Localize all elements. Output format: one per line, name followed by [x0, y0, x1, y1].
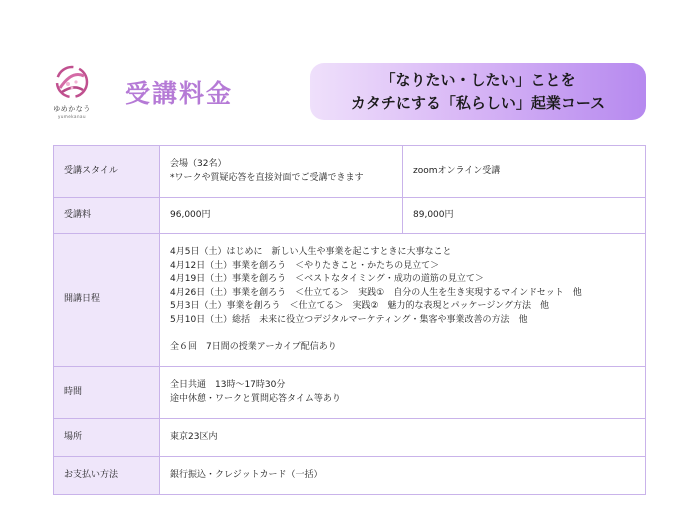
schedule-item: 5月10日（土）総括 未来に役立つデジタルマーケティング・集客や事業改善の方法 他 — [170, 314, 528, 325]
schedule-item: 4月12日（土）事業を創ろう ＜やりたきこと・かたちの見立て＞ — [170, 260, 440, 271]
banner-line-1: 「なりたい・したい」ことを — [380, 70, 576, 89]
venue-cell — [160, 146, 403, 198]
table-row-style — [54, 146, 646, 198]
venue-label: 会場（32名） — [170, 159, 227, 169]
schedule-item: 5月3日（土）事業を創ろう ＜仕立てる＞ 実践② 魅力的な表現とパッケージング方法 他 — [170, 301, 549, 311]
logo — [50, 62, 94, 119]
table-row-payment — [54, 457, 646, 495]
row-label-payment: お支払い方法 — [54, 457, 160, 495]
time-cell — [160, 367, 646, 419]
logo-subtext: yumekanau — [58, 114, 86, 119]
schedule-note: 全６回 7日間の授業アーカイブ配信あり — [170, 341, 337, 352]
row-label-time: 時間 — [54, 367, 160, 419]
table-row-schedule — [54, 234, 646, 367]
time-line-2: 途中休憩・ワークと質問応答タイム等あり — [170, 393, 341, 404]
schedule-item: 4月19日（土）事業を創ろう ＜ベストなタイミング・成功の道筋の見立て＞ — [170, 274, 484, 284]
schedule-cell — [160, 234, 646, 367]
venue-note: *ワークや質疑応答を直接対面でご受講できます — [170, 172, 364, 183]
schedule-item: 4月5日（土）はじめに 新しい人生や事業を起こすときに大事なこと — [170, 247, 452, 257]
row-label-place: 場所 — [54, 419, 160, 457]
course-banner — [310, 63, 646, 120]
row-label-style: 受講スタイル — [54, 146, 160, 198]
online-cell: zoomオンライン受講 — [403, 146, 646, 198]
flower-logo-icon — [52, 62, 92, 102]
venue-fee: 96,000円 — [160, 198, 403, 234]
fee-table — [53, 145, 646, 495]
page-title: 受講料金 — [125, 79, 234, 108]
online-fee: 89,000円 — [403, 198, 646, 234]
time-line-1: 全日共通 13時〜17時30分 — [170, 380, 286, 390]
logo-text: ゆめかなう — [53, 105, 91, 113]
table-row-fee — [54, 198, 646, 234]
payment-value: 銀行振込・クレジットカード（一括） — [160, 457, 646, 495]
place-value: 東京23区内 — [160, 419, 646, 457]
row-label-schedule: 開講日程 — [54, 234, 160, 367]
row-label-fee: 受講料 — [54, 198, 160, 234]
table-row-time — [54, 367, 646, 419]
schedule-item: 4月26日（土）事業を創ろう ＜仕立てる＞ 実践① 自分の人生を生き実現するマインドセット 他 — [170, 287, 582, 298]
table-row-place — [54, 419, 646, 457]
banner-line-2: カタチにする「私らしい」起業コース — [350, 93, 606, 112]
